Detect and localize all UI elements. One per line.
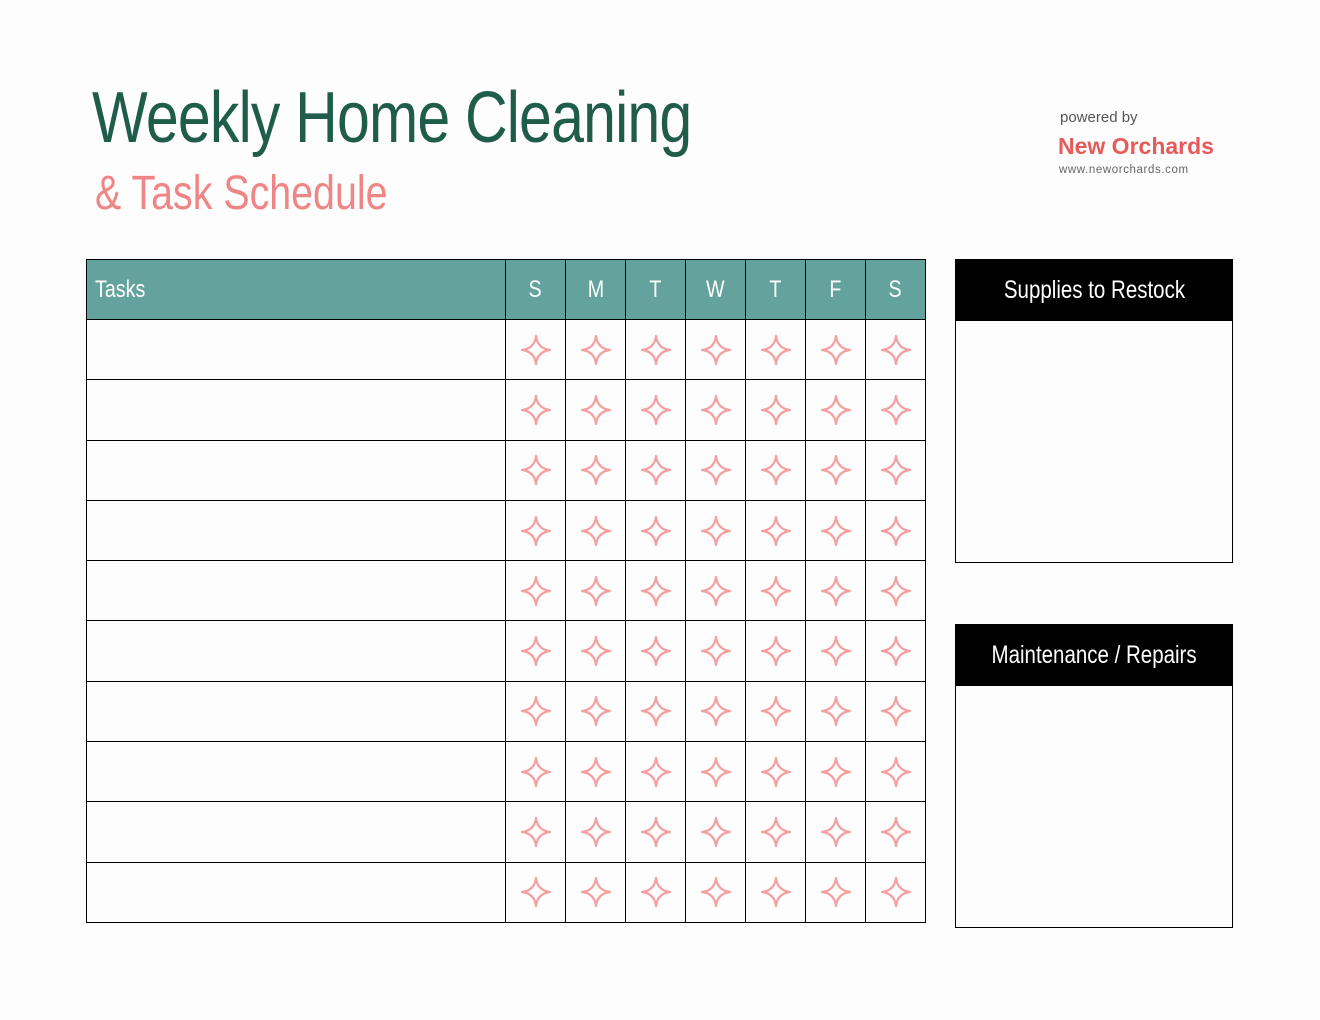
- task-cell[interactable]: [87, 621, 506, 681]
- sparkle-star-icon: [640, 635, 672, 667]
- task-cell[interactable]: [87, 802, 506, 862]
- table-row: [87, 621, 926, 681]
- day-check-cell-tuesday[interactable]: [626, 561, 686, 621]
- day-check-cell-wednesday[interactable]: [686, 380, 746, 440]
- sparkle-star-icon: [640, 695, 672, 727]
- table-row: [87, 380, 926, 440]
- sparkle-star-icon: [580, 454, 612, 486]
- brand-logo: New Orchards: [1058, 133, 1214, 159]
- day-check-cell-friday[interactable]: [806, 440, 866, 500]
- task-schedule-table: [86, 259, 926, 923]
- sparkle-star-icon: [520, 876, 552, 908]
- day-check-cell-monday[interactable]: [566, 681, 626, 741]
- sparkle-star-icon: [520, 334, 552, 366]
- day-check-cell-friday[interactable]: [806, 320, 866, 380]
- day-check-cell-saturday[interactable]: [866, 742, 926, 802]
- day-check-cell-monday[interactable]: [566, 320, 626, 380]
- page-title: Weekly Home Cleaning: [92, 78, 692, 158]
- day-check-cell-wednesday[interactable]: [686, 500, 746, 560]
- sparkle-star-icon: [580, 394, 612, 426]
- day-check-cell-tuesday[interactable]: [626, 440, 686, 500]
- day-check-cell-thursday[interactable]: [746, 802, 806, 862]
- sparkle-star-icon: [640, 816, 672, 848]
- day-check-cell-wednesday[interactable]: [686, 862, 746, 922]
- day-check-cell-friday[interactable]: [806, 500, 866, 560]
- day-check-cell-saturday[interactable]: [866, 862, 926, 922]
- sparkle-star-icon: [520, 454, 552, 486]
- day-check-cell-wednesday[interactable]: [686, 742, 746, 802]
- day-header-monday: M: [566, 260, 626, 320]
- sparkle-star-icon: [640, 756, 672, 788]
- day-check-cell-friday[interactable]: [806, 380, 866, 440]
- sparkle-star-icon: [640, 454, 672, 486]
- day-check-cell-monday[interactable]: [566, 440, 626, 500]
- day-check-cell-friday[interactable]: [806, 802, 866, 862]
- sparkle-star-icon: [640, 394, 672, 426]
- day-check-cell-tuesday[interactable]: [626, 500, 686, 560]
- task-cell[interactable]: [87, 380, 506, 440]
- day-check-cell-friday[interactable]: [806, 621, 866, 681]
- task-cell[interactable]: [87, 742, 506, 802]
- sparkle-star-icon: [820, 454, 852, 486]
- sparkle-star-icon: [520, 575, 552, 607]
- day-check-cell-monday[interactable]: [566, 742, 626, 802]
- sparkle-star-icon: [880, 876, 912, 908]
- sparkle-star-icon: [820, 876, 852, 908]
- sparkle-star-icon: [580, 876, 612, 908]
- day-check-cell-tuesday[interactable]: [626, 802, 686, 862]
- day-check-cell-thursday[interactable]: [746, 500, 806, 560]
- day-header-wednesday: W: [686, 260, 746, 320]
- task-rows: [87, 320, 926, 923]
- sparkle-star-icon: [700, 454, 732, 486]
- tasks-column-header: Tasks: [87, 260, 506, 320]
- sparkle-star-icon: [760, 876, 792, 908]
- day-check-cell-saturday[interactable]: [866, 440, 926, 500]
- day-header-tuesday: T: [626, 260, 686, 320]
- table-row: [87, 561, 926, 621]
- day-check-cell-thursday[interactable]: [746, 681, 806, 741]
- day-check-cell-monday[interactable]: [566, 802, 626, 862]
- sparkle-star-icon: [700, 575, 732, 607]
- day-check-cell-thursday[interactable]: [746, 862, 806, 922]
- day-check-cell-saturday[interactable]: [866, 380, 926, 440]
- task-cell[interactable]: [87, 862, 506, 922]
- day-check-cell-monday[interactable]: [566, 500, 626, 560]
- sparkle-star-icon: [700, 695, 732, 727]
- day-check-cell-thursday[interactable]: [746, 440, 806, 500]
- day-check-cell-wednesday[interactable]: [686, 440, 746, 500]
- sparkle-star-icon: [640, 575, 672, 607]
- table-row: [87, 681, 926, 741]
- day-check-cell-sunday[interactable]: [506, 802, 566, 862]
- sparkle-star-icon: [760, 454, 792, 486]
- table-row: [87, 500, 926, 560]
- day-header-thursday: T: [746, 260, 806, 320]
- table-header-row: [87, 260, 926, 320]
- day-check-cell-friday[interactable]: [806, 561, 866, 621]
- task-cell[interactable]: [87, 440, 506, 500]
- sparkle-star-icon: [700, 756, 732, 788]
- page-subtitle: & Task Schedule: [95, 167, 388, 220]
- sparkle-star-icon: [520, 756, 552, 788]
- table-row: [87, 862, 926, 922]
- table-row: [87, 742, 926, 802]
- sparkle-star-icon: [880, 635, 912, 667]
- day-check-cell-sunday[interactable]: [506, 500, 566, 560]
- sparkle-star-icon: [880, 816, 912, 848]
- day-check-cell-thursday[interactable]: [746, 320, 806, 380]
- day-check-cell-wednesday[interactable]: [686, 320, 746, 380]
- sparkle-star-icon: [760, 756, 792, 788]
- supplies-panel-header: Supplies to Restock: [956, 260, 1232, 321]
- sparkle-star-icon: [760, 816, 792, 848]
- day-check-cell-saturday[interactable]: [866, 802, 926, 862]
- task-cell[interactable]: [87, 561, 506, 621]
- sparkle-star-icon: [520, 515, 552, 547]
- sparkle-star-icon: [820, 635, 852, 667]
- sparkle-star-icon: [760, 515, 792, 547]
- sparkle-star-icon: [880, 695, 912, 727]
- sparkle-star-icon: [640, 515, 672, 547]
- day-check-cell-friday[interactable]: [806, 681, 866, 741]
- day-check-cell-wednesday[interactable]: [686, 681, 746, 741]
- sparkle-star-icon: [760, 695, 792, 727]
- day-check-cell-tuesday[interactable]: [626, 742, 686, 802]
- day-check-cell-tuesday[interactable]: [626, 320, 686, 380]
- sparkle-star-icon: [640, 334, 672, 366]
- day-check-cell-sunday[interactable]: [506, 380, 566, 440]
- sparkle-star-icon: [580, 695, 612, 727]
- day-check-cell-monday[interactable]: [566, 862, 626, 922]
- powered-by-label: powered by: [1060, 109, 1138, 126]
- day-check-cell-sunday[interactable]: [506, 440, 566, 500]
- day-check-cell-thursday[interactable]: [746, 561, 806, 621]
- day-check-cell-sunday[interactable]: [506, 621, 566, 681]
- day-check-cell-saturday[interactable]: [866, 561, 926, 621]
- day-check-cell-thursday[interactable]: [746, 621, 806, 681]
- day-header-sunday: S: [506, 260, 566, 320]
- supplies-panel: [955, 259, 1233, 563]
- day-check-cell-sunday[interactable]: [506, 561, 566, 621]
- day-check-cell-monday[interactable]: [566, 621, 626, 681]
- sparkle-star-icon: [760, 334, 792, 366]
- task-cell[interactable]: [87, 500, 506, 560]
- day-check-cell-sunday[interactable]: [506, 681, 566, 741]
- sparkle-star-icon: [520, 394, 552, 426]
- sparkle-star-icon: [700, 816, 732, 848]
- sparkle-star-icon: [700, 515, 732, 547]
- maintenance-panel-header: Maintenance / Repairs: [956, 625, 1232, 686]
- sparkle-star-icon: [880, 454, 912, 486]
- day-check-cell-saturday[interactable]: [866, 500, 926, 560]
- sparkle-star-icon: [580, 816, 612, 848]
- sparkle-star-icon: [700, 334, 732, 366]
- table-row: [87, 802, 926, 862]
- sparkle-star-icon: [880, 334, 912, 366]
- day-check-cell-sunday[interactable]: [506, 742, 566, 802]
- day-check-cell-sunday[interactable]: [506, 320, 566, 380]
- sparkle-star-icon: [760, 635, 792, 667]
- sparkle-star-icon: [820, 695, 852, 727]
- sparkle-star-icon: [520, 695, 552, 727]
- day-check-cell-tuesday[interactable]: [626, 380, 686, 440]
- sparkle-star-icon: [820, 756, 852, 788]
- day-header-saturday: S: [866, 260, 926, 320]
- sparkle-star-icon: [580, 756, 612, 788]
- day-check-cell-tuesday[interactable]: [626, 681, 686, 741]
- sparkle-star-icon: [520, 816, 552, 848]
- table-row: [87, 320, 926, 380]
- day-check-cell-monday[interactable]: [566, 561, 626, 621]
- sparkle-star-icon: [820, 334, 852, 366]
- sparkle-star-icon: [880, 394, 912, 426]
- sparkle-star-icon: [820, 515, 852, 547]
- task-cell[interactable]: [87, 681, 506, 741]
- table-row: [87, 440, 926, 500]
- day-header-friday: F: [806, 260, 866, 320]
- sparkle-star-icon: [580, 635, 612, 667]
- day-check-cell-thursday[interactable]: [746, 380, 806, 440]
- sparkle-star-icon: [820, 394, 852, 426]
- sparkle-star-icon: [640, 876, 672, 908]
- sparkle-star-icon: [760, 394, 792, 426]
- day-check-cell-monday[interactable]: [566, 380, 626, 440]
- day-check-cell-saturday[interactable]: [866, 320, 926, 380]
- day-check-cell-wednesday[interactable]: [686, 802, 746, 862]
- sparkle-star-icon: [700, 876, 732, 908]
- day-check-cell-saturday[interactable]: [866, 681, 926, 741]
- maintenance-panel: [955, 624, 1233, 928]
- day-check-cell-sunday[interactable]: [506, 862, 566, 922]
- sparkle-star-icon: [760, 575, 792, 607]
- day-check-cell-wednesday[interactable]: [686, 621, 746, 681]
- brand-block: [1058, 108, 1238, 178]
- sparkle-star-icon: [880, 575, 912, 607]
- brand-url: www.neworchards.com: [1059, 164, 1189, 176]
- sparkle-star-icon: [700, 394, 732, 426]
- sparkle-star-icon: [580, 575, 612, 607]
- sparkle-star-icon: [520, 635, 552, 667]
- sparkle-star-icon: [700, 635, 732, 667]
- day-check-cell-wednesday[interactable]: [686, 561, 746, 621]
- sparkle-star-icon: [820, 575, 852, 607]
- day-check-cell-friday[interactable]: [806, 742, 866, 802]
- day-check-cell-friday[interactable]: [806, 862, 866, 922]
- sparkle-star-icon: [880, 756, 912, 788]
- sparkle-star-icon: [880, 515, 912, 547]
- sparkle-star-icon: [820, 816, 852, 848]
- sparkle-star-icon: [580, 515, 612, 547]
- sparkle-star-icon: [580, 334, 612, 366]
- day-check-cell-tuesday[interactable]: [626, 621, 686, 681]
- task-cell[interactable]: [87, 320, 506, 380]
- day-check-cell-saturday[interactable]: [866, 621, 926, 681]
- day-check-cell-tuesday[interactable]: [626, 862, 686, 922]
- day-check-cell-thursday[interactable]: [746, 742, 806, 802]
